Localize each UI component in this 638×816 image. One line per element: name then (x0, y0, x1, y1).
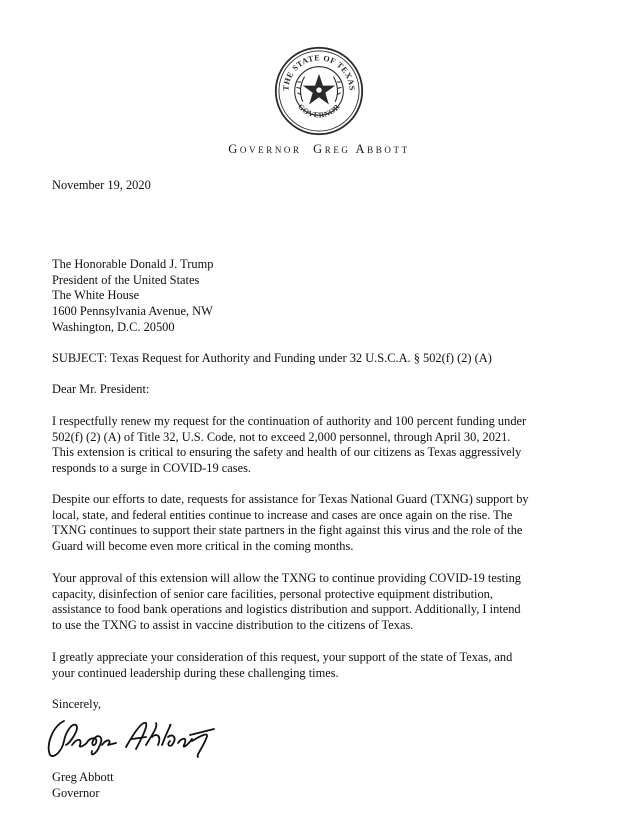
address-line: The White House (52, 288, 140, 303)
address-line: The Honorable Donald J. Trump (52, 257, 214, 271)
paragraph-line: assistance to food bank operations and logistics distribution and support. Additionally, I intend (52, 602, 521, 617)
signer-name: Greg Abbott (52, 770, 114, 784)
paragraph-line: Despite our efforts to date, requests for assistance for Texas National Guard (TXNG) support by (52, 492, 529, 506)
seal-bottom-text: GOVERNOR (296, 101, 342, 120)
body-paragraph (52, 571, 592, 634)
paragraph-line: 502(f) (2) (A) of Title 32, U.S. Code, not to exceed 2,000 personnel, through April 30, 2021. (52, 429, 511, 444)
letterhead-governor: Governor (228, 142, 302, 156)
paragraph-line: to use the TXNG to assist in vaccine distribution to the citizens of Texas. (52, 618, 414, 633)
paragraph-line: your continued leadership during these challenging times. (52, 665, 339, 680)
address-line: President of the United States (52, 272, 200, 287)
address-line: Washington, D.C. 20500 (52, 319, 175, 334)
body-paragraph (52, 650, 592, 681)
letter-date: November 19, 2020 (52, 178, 151, 192)
recipient-address (52, 257, 213, 335)
paragraph-line: TXNG continues to support their state partners in the fight against this virus and the role of the (52, 523, 523, 538)
paragraph-line: I greatly appreciate your consideration of this request, your support of the state of Texas, and (52, 650, 513, 664)
paragraph-line: Your approval of this extension will allow the TXNG to continue providing COVID-19 testing (52, 571, 521, 585)
paragraph-line: I respectfully renew my request for the continuation of authority and 100 percent funding under (52, 414, 527, 428)
texas-state-seal-icon (274, 46, 364, 136)
address-line: 1600 Pennsylvania Avenue, NW (52, 304, 213, 319)
body-paragraph (52, 414, 592, 477)
signer-title: Governor (52, 785, 100, 800)
handwritten-signature (42, 715, 242, 761)
subject-line: SUBJECT: Texas Request for Authority and Funding under 32 U.S.C.A. § 502(f) (2) (A) (52, 351, 492, 365)
paragraph-line: This extension is critical to ensuring the safety and health of our citizens as Texas aggressively (52, 445, 522, 460)
salutation: Dear Mr. President: (52, 382, 150, 396)
paragraph-line: responds to a surge in COVID-19 cases. (52, 461, 252, 476)
svg-text:GOVERNOR (296, 102, 342, 120)
paragraph-line: Guard will become even more critical in the coming months. (52, 539, 354, 554)
signer-block (52, 770, 114, 801)
paragraph-line: local, state, and federal entities continue to increase and cases are once again on the rise. The (52, 507, 513, 522)
body-paragraph (52, 492, 592, 555)
paragraph-line: capacity, disinfection of senior care facilities, personal protective equipment distribution, (52, 586, 493, 601)
closing: Sincerely, (52, 697, 102, 711)
letterhead-name: Greg Abbott (313, 142, 410, 156)
letterhead-title (0, 142, 638, 157)
seal-top-text: THE STATE OF TEXAS (281, 53, 357, 92)
